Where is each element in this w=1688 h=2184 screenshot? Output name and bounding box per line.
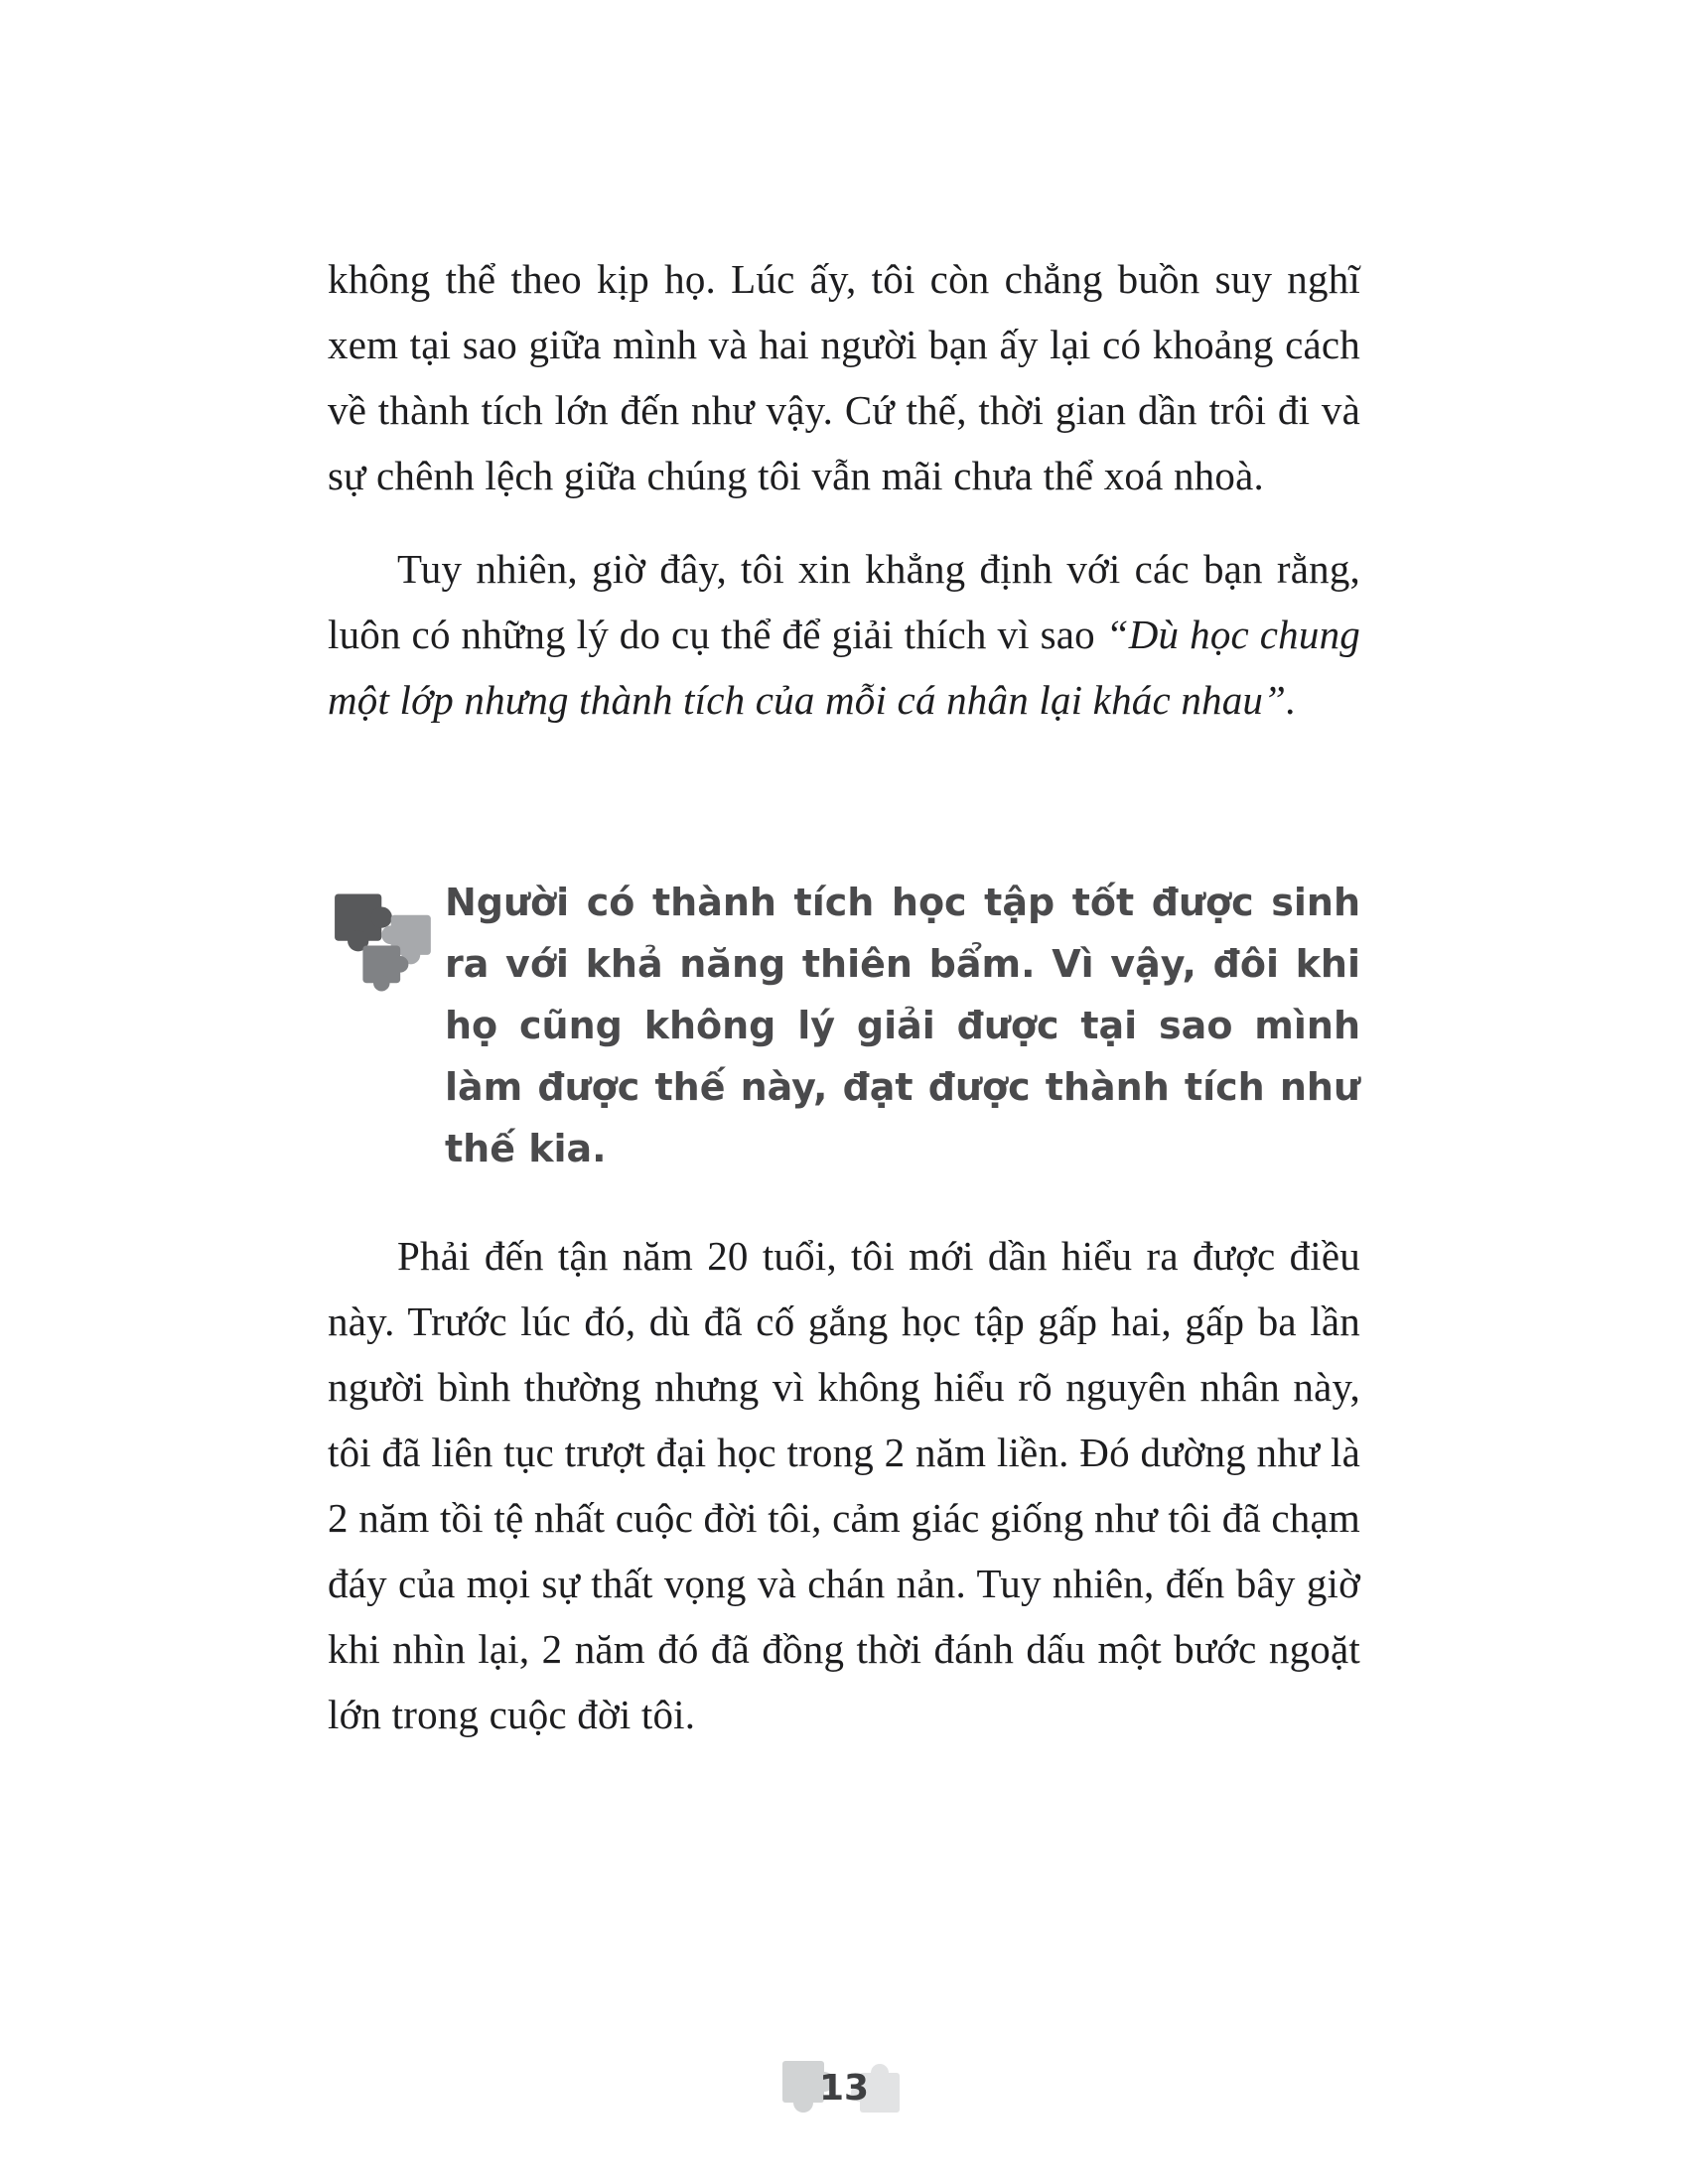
page-number: 13 (818, 2067, 870, 2109)
paragraph-2-quote: “Dù học chung một lớp nhưng thành tích của mỗi cá nhân lại khác nhau”. (328, 612, 1360, 723)
page-footer (0, 2043, 1688, 2132)
paragraph-3-text: Phải đến tận năm 20 tuổi, tôi mới dần hiểu ra được điều này. Trước lúc đó, dù đã cố gắng học tập gấp hai, gấp ba lần người bình thường nhưng vì không hiểu rõ nguyên nhân này, tôi đã liên tục trượt đại học trong 2 năm liền. Đó dường như là 2 năm tồi tệ nhất cuộc đời tôi, cảm giác giống như tôi đã chạm đáy của mọi sự thất vọng và chán nản. Tuy nhiên, đến bây giờ khi nhìn lại, 2 năm đó đã đồng thời đánh dấu một bước ngoặt lớn trong cuộc đời tôi. (328, 1233, 1360, 1737)
paragraph-1 (328, 246, 1360, 508)
paragraph-1-text: không thể theo kịp họ. Lúc ấy, tôi còn chẳng buồn suy nghĩ xem tại sao giữa mình và hai người bạn ấy lại có khoảng cách về thành tích lớn đến như vậy. Cứ thế, thời gian dần trôi đi và sự chênh lệch giữa chúng tôi vẫn mãi chưa thể xoá nhoà. (328, 256, 1360, 498)
page-content (328, 246, 1360, 1775)
callout-block (328, 872, 1360, 1179)
paragraph-3 (328, 1223, 1360, 1747)
page-number-badge (765, 2043, 923, 2132)
paragraph-2-text: Tuy nhiên, giờ đây, tôi xin khẳng định với các bạn rằng, luôn có những lý do cụ thể để giải thích vì sao (328, 546, 1360, 657)
puzzle-pieces-icon (328, 878, 445, 995)
paragraph-2 (328, 536, 1360, 733)
callout-text: Người có thành tích học tập tốt được sinh ra với khả năng thiên bẩm. Vì vậy, đôi khi họ cũng không lý giải được tại sao mình làm được thế này, đạt được thành tích như thế kia. (445, 881, 1360, 1170)
